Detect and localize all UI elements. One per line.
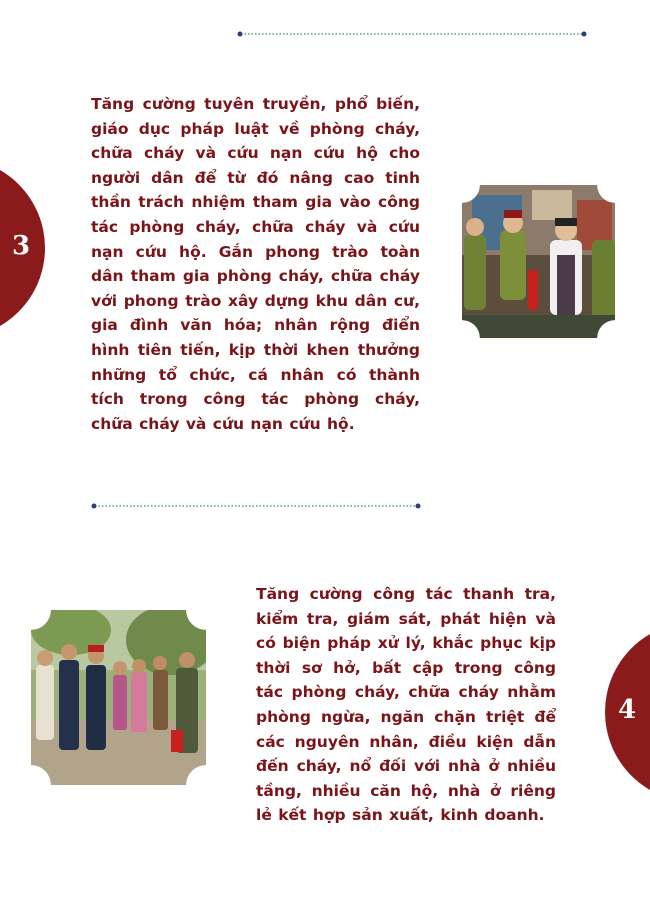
- section-4-body: Tăng cường công tác thanh tra, kiểm tra, giám sát, phát hiện và có biện pháp xử lý, khắc phục kịp thời sơ hở, bất cập trong công tác phòng cháy, chữa cháy nhằm phòng ngừa, ngăn chặn triệt để các nguyên nhân, điều kiện dẫn đến cháy, nổ đối với nhà ở nhiều tầng, nhiều căn hộ, nhà ở riêng lẻ kết hợp sản xuất, kinh doanh.: [256, 585, 556, 825]
- photo-firefighters-with-villagers: [31, 610, 206, 785]
- section-3-number: 3: [12, 231, 31, 261]
- top-divider: [237, 31, 587, 37]
- section-3-photo: [462, 185, 615, 338]
- middle-divider: [91, 503, 421, 509]
- section-4-photo: [31, 610, 206, 785]
- photo-fire-extinguisher-demonstration: [462, 185, 615, 338]
- section-3-body: Tăng cường tuyên truyền, phổ biến, giáo dục pháp luật về phòng cháy, chữa cháy và cứu nạn cứu hộ cho người dân để từ đó nâng cao tinh thần trách nhiệm tham gia vào công tác phòng cháy, chữa cháy và cứu nạn cứu hộ. Gắn phong trào toàn dân tham gia phòng cháy, chữa cháy với phong trào xây dựng khu dân cư, gia đình văn hóa; nhân rộng điển hình tiên tiến, kịp thời khen thưởng những tổ chức, cá nhân có thành tích trong công tác phòng cháy, chữa cháy và cứu nạn cứu hộ.: [91, 95, 420, 433]
- section-4-number: 4: [618, 695, 637, 725]
